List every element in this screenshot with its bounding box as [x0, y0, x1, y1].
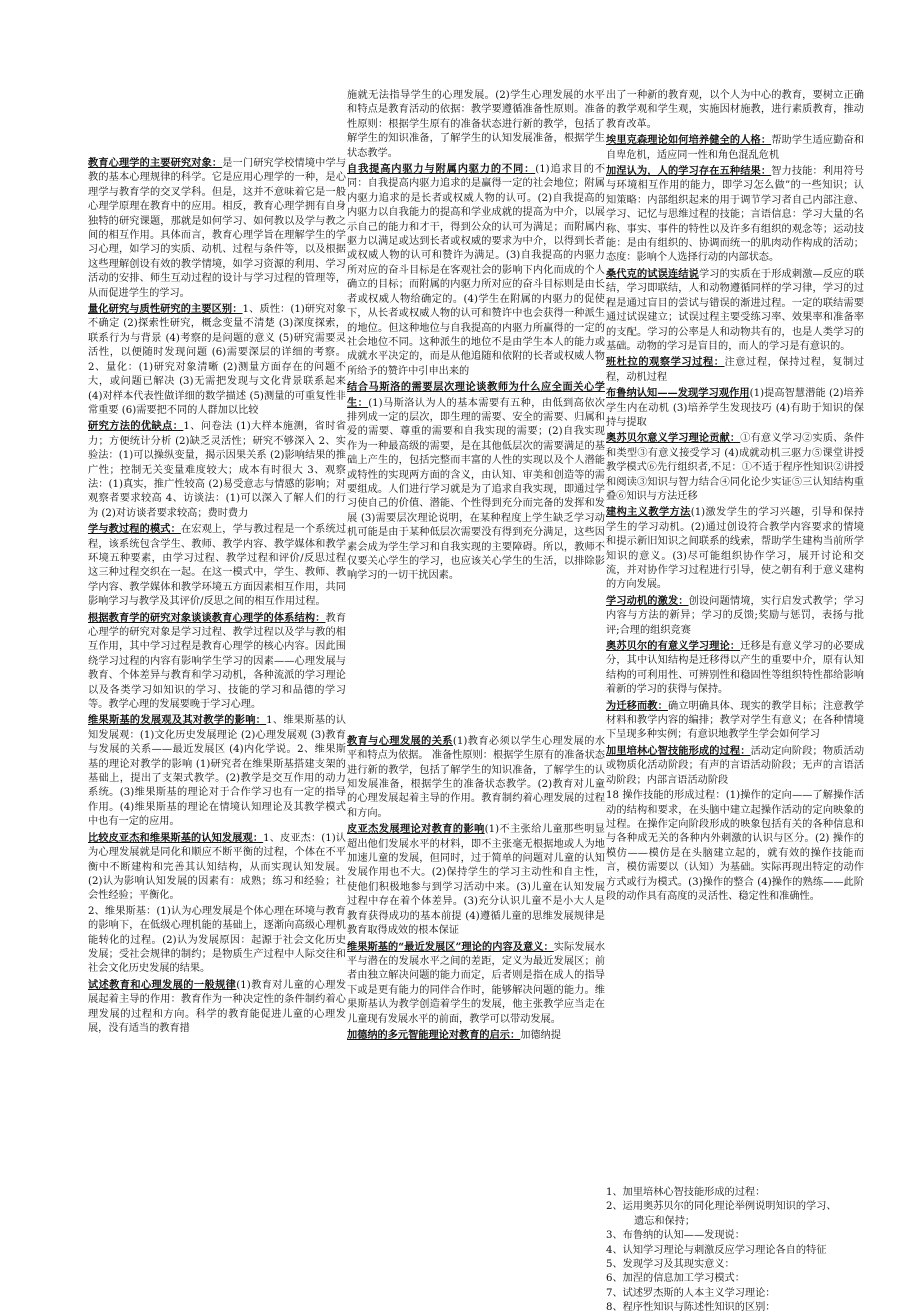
section-text: (1)教育对儿童的心理发展起着主导的作用：教育作为一种决定性的条件制约着心理发展的过程和方向。科学的教育能促进儿童的心理发展，没有适当的教育措 — [88, 979, 347, 1034]
section-text: 1、质性：(1)研究对象不确定 (2)探索性研究，概念变量不清楚 (3)深度探索，联系行为与背景 (4)考察的是问题的意义 (5)研究需要灵活性，以便随时发现问题 (6)需要深层的详细的考察。2、量化：(1)研究对象清晰 (2)测量方面存在的问题不大，或问题已解决 (3)无需把发现与文化背景联系起来 (4)对样本代表性做详细的数学描述 (5)测量的可重复性非常重要 (6)需要把不同的人群加以比较 — [88, 304, 346, 416]
question-item: 1、加里培林心智技能形成的过程： — [606, 1187, 766, 1198]
section-heading: 奥苏贝尔意义学习理论贡献： — [606, 432, 741, 445]
paragraph — [606, 89, 864, 132]
section-heading: 布鲁纳认知——发现学习观作用 — [606, 387, 750, 400]
paragraph — [347, 380, 605, 584]
section-heading: 加涅认为，人的学习存在五种结果： — [606, 165, 772, 178]
section-text: 出了一种新的教育观，以个人为中心的教育，要树立正确的教学观和学生观，实施因材施教，进行素质教育，推动教育改革。 — [606, 90, 864, 130]
column-right — [606, 89, 864, 905]
section-heading: 加里培林心智技能形成的过程： — [606, 744, 751, 757]
paragraph — [88, 831, 346, 904]
question-item: 遗忘和保持； — [634, 1215, 696, 1227]
section-text: (1)不主张给儿童那些明显超出他们发展水平的材料，即不主张毫无根据地或人为地加速儿童的发展，但同时，过于简单的问题对儿童的认知发展作用也不大。(2)保持学生的学习主动性和自主性，使他们积极地参与到学习活动中来。(3)儿童在认知发展过程中存在着个体差异。(3)充分认识儿童不是小大人是教育获得成功的基本前提 (4)遵循儿童的思维发展规律是教育取得成效的根本保证 — [347, 824, 605, 937]
review-questions — [606, 1186, 866, 1316]
paragraph — [88, 419, 346, 521]
section-text: ①有意义学习②实质、条件和类型③有意义接受学习 (4)成就动机三驱力⑤课堂讲授教学模式⑥先行组织者,不足：①不适于程序性知识②讲授和阅读③知识与智力结合④同化论少实证⑤三认知结构重叠⑥知识与方法迁移 — [606, 433, 865, 502]
paragraph — [347, 89, 605, 161]
section-text: 帮助学生适应勤奋和自卑危机，适应同一性和角色混乱危机 — [606, 135, 865, 161]
section-text: 18 操作技能的形成过程：(1)操作的定向——了解操作活动的结构和要求，在头脑中建立起操作活动的定向映象的过程。在操作定向阶段形成的映象包括有关的各种信息和与各种成无关的各种内外刺激的认识与区分。(2) 操作的模仿——模仿是在头脑建立起的，就有效的操作技能而言，模仿需要以（认知）为基础。实际再现出特定的动作方式或行为模式。(3)操作的整合 (4)操作的熟练——此阶段的动作具有高度的灵活性、稳定性和准确性。 — [606, 790, 864, 902]
paragraph — [88, 611, 346, 713]
section-heading: 自我提高内驱力与附属内驱力的不同： — [347, 163, 536, 176]
section-text: 创设问题情境，实行启发式教学；学习内容与方法的新异；学习的反馈;奖励与惩罚，表扬与批评;合理的组织竞赛 — [606, 595, 865, 636]
question-item: 6、加涅的信息加工学习模式： — [606, 1273, 745, 1285]
section-heading: 学习动机的激发： — [606, 594, 689, 607]
section-text: 确立明确具体、现实的教学目标；注意教学材料和教学内容的编排；教学对学生有意义；在各种情境下呈现多种实例；有意识地教学生学会如何学习 — [606, 700, 864, 741]
paragraph — [88, 302, 346, 418]
paragraph — [88, 905, 346, 977]
section-text: 1、维果斯基的认知发展观：(1)文化历史发展理论 (2)心理发展观 (3)教育与发展的关系——最近发展区 (4)内化学说。2、维果斯基的理论对教学的影响 (1)研究者在维果斯基搭建支架的基础上，提出了支架式教学。(2)教学是交互作用的动力系统。(3)维果斯基的理论对于合作学习也有一定的指导作用。(4)维果斯基的理论在情境认知理论及其教学模式中也有一定的应用。 — [88, 715, 346, 828]
section-heading: 为迁移而教： — [606, 699, 668, 712]
paragraph — [347, 822, 605, 938]
section-text: 是一门研究学校情境中学与教的基本心理规律的科学。它是应用心理学的一种，是心理学与教育学的交叉学科。但是，这并不意味着它是一般心理学原理在教育中的应用。相反，教育心理学拥有自身独特的研究课题，那就是如何学习、如何教以及学与教之间的相互作用。具体而言，教育心理学旨在理解学生的学习心理，如学习的实质、动机、过程与条件等，以及根据这些理解创设有效的教学情境，如学习资源的利用、学习活动的安排、师生互动过程的设计与学习过程的管理等，从而促进学生的学习。 — [88, 158, 347, 299]
paragraph — [347, 162, 605, 379]
section-heading: 加德纳的多元智能理论对教育的启示： — [347, 1028, 521, 1041]
paragraph — [606, 744, 864, 788]
section-text: 活动定向阶段；物质活动或物质化活动阶段；有声的言语活动阶段；无声的言语活动阶段；内部言语活动阶段 — [606, 745, 865, 786]
paragraph — [606, 386, 864, 430]
question-item: 2、运用奥苏贝尔的同化理论举例说明知识的学习、 — [606, 1201, 837, 1213]
section-text: 1、皮亚杰：(1)认为心理发展就是同化和顺应不断平衡的过程，个体在不平衡中不断建构和完善其认知结构，从而实现认知发展。(2)认为影响认知发展的因素有：成熟；练习和经验；社会性经验；平衡化。 — [88, 832, 346, 902]
section-heading: 量化研究与质性研究的主要区别： — [88, 303, 243, 316]
paragraph — [88, 713, 346, 829]
section-text: (1)马斯洛认为人的基本需要有五种，由低到高依次排列成一定的层次，即生理的需要、安全的需要、归属和爱的需要、尊重的需要和自我实现的需要；(2)自我实现作为一种最高级的需要，是在其他低层次的需要满足的基础上产生的，包括完整而丰富的人性的实现以及个人潜能或特性的实现两方面的含义，由认知、审美和创造等的需要组成。人们进行学习就是为了追求自我实现，即通过学习使自己的价值、潜能、个性得到充分而完备的发挥和发展 (3)需要层次理论说明，在某种程度上学生缺乏学习动机可能是由于某种低层次需要没有得到充分满足，这些因素会成为学生学习和自我实现的主要障碍。所以，教师不仅要关心学生的学习，也应该关心学生的生活，以排除影响学习的一切干扰因素。 — [347, 397, 605, 582]
section-heading: 研究方法的优缺点： — [88, 420, 184, 433]
question-item: 8、程序性知识与陈述性知识的区别： — [606, 1302, 776, 1314]
section-heading: 桑代克的试误连结说 — [606, 267, 699, 280]
paragraph — [606, 355, 864, 385]
section-text: (1)提高智慧潜能 (2)培养学生内在动机 (3)培养学生发现技巧 (4)有助于知识的保持与提取 — [606, 388, 864, 428]
paragraph — [606, 164, 864, 266]
section-heading: 比较皮亚杰和维果斯基的认知发展观： — [88, 831, 264, 844]
section-heading: 教育心理学的主要研究对象： — [88, 157, 223, 169]
paragraph — [347, 940, 605, 1027]
section-text: (1)教育必须以学生心理发展的水平和特点为依据。 准备性原则：根据学生原有的准备状态进行新的教学，包括了解学生的知识准备，了解学生的认知发展准备，根据学生的准备状态教学。(2)教育对儿童的心理发展起着主导的作用。教育制约着心理发展的过程和方向。 — [347, 735, 606, 819]
paragraph — [606, 267, 864, 354]
section-text: 在宏观上，学与教过程是一个系统过程，该系统包含学生、教师、教学内容、教学媒体和教学环境五种要素，由学习过程、教学过程和评价/反思过程这三种过程交织在一起。在这一模式中，学生、教师、教学内容、教学媒体和教学环境五方面因素相互作用，共同影响学习与教学及其评价/反思之间的相互作用过程。 — [88, 524, 347, 608]
section-text: 迁移是有意义学习的必要成分，其中认知结构是迁移得以产生的重要中介，原有认知结构的可利用性、可辨别性和稳固性等组织特性都给影响着新的学习的获得与保持。 — [606, 641, 865, 696]
section-heading: 埃里克森理论如何培养健全的人格： — [606, 134, 772, 147]
section-heading: 皮亚杰发展理论对教育的影响 — [347, 823, 485, 836]
section-heading: 学与教过程的模式： — [88, 523, 181, 536]
section-text: 2、维果斯基：(1)认为心理发展是个体心理在环境与教育的影响下，在低级心理机能的基础上，逐渐向高级心理机能转化的过程。(2)认为发展原因：起源于社会文化历史发展；受社会规律的制约；是物质生产过程中人际交往和社会文化历史发展的结果。 — [88, 905, 346, 975]
section-heading: 试述教育和心理发展的一般规律 — [88, 978, 237, 991]
paragraph — [88, 522, 346, 609]
paragraph — [347, 734, 605, 821]
section-heading: 班杜拉的观察学习过程： — [606, 356, 725, 369]
section-heading: 教育与心理发展的关系 — [347, 734, 453, 747]
paragraph — [606, 505, 864, 592]
column-middle — [347, 89, 605, 1279]
section-text: 施就无法指导学生的心理发展。(2)学生心理发展的水平和特点是教育活动的依据：教学要遵循准备性原则。准备性原则：根据学生原有的准备状态进行新的教学，包括了解学生的知识准备，了解学生的认知发展准备，根据学生状态教学。 — [347, 90, 605, 159]
section-text: (1)激发学生的学习兴趣，引导和保持学生的学习动机。(2)通过创设符合教学内容要求的情境和提示新旧知识之间联系的线索，帮助学生建构当前所学知识的意义。(3)尽可能组织协作学习，展开讨论和交流，并对协作学习过程进行引导，使之朝有利于意义建构的方向发展。 — [606, 507, 864, 591]
section-heading: 根据教育学的研究对象谈谈教育心理学的体系结构： — [88, 611, 326, 624]
paragraph — [88, 156, 346, 301]
section-heading: 建构主义教学方法 — [606, 506, 691, 519]
paragraph — [347, 1028, 605, 1043]
section-heading: 维果斯基的发展观及其对教学的影响： — [88, 714, 267, 727]
paragraph — [606, 789, 864, 904]
question-item: 5、发现学习及其现实意义： — [606, 1259, 735, 1271]
paragraph — [606, 639, 864, 698]
paragraph — [606, 133, 864, 163]
section-heading: 维果斯基的“最近发展区”理论的内容及意义： — [347, 940, 554, 953]
question-item: 4、认知学习理论与刺激反应学习理论各自的特征 — [606, 1244, 827, 1256]
section-text: 学习的实质在于形成刺激—反应的联结，学习即联结，人和动物遵循同样的学习律，学习的过程是通过盲目的尝试与错误的渐进过程。一定的联结需要通过试误建立；试误过程主要受练习率、效果率和准备率的支配。学习的公率是人和动物共有的，也是人类学习的基础。动物的学习是盲目的，而人的学习是有意识的。 — [606, 268, 865, 352]
column-left — [88, 156, 346, 1037]
paragraph — [88, 978, 346, 1037]
section-text: 注意过程，保持过程，复制过程，动机过程 — [606, 357, 865, 383]
section-text: 加德纳提 — [520, 1029, 561, 1041]
section-text: 实际发展水平与潜在的发展水平之间的差距，定义为最近发展区；前者由独立解决问题的能力而定，后者则是指在成人的指导下或是更有能力的同伴合作时，能够解决问题的能力。维果斯基认为教学创造着学生的发展，他主张教学应当走在儿童现有发展水平的前面，教学可以带动发展。 — [347, 941, 606, 1025]
paragraph — [606, 594, 864, 638]
section-text: (1)追求目的不同：自我提高内驱力追求的是赢得一定的社会地位；附属内驱力追求的是长者或权威人物的认可。(2)自我提高的内驱力以自我能力的提高和学业成就的提高为中介，以展示自己的能力和才干，得到公众的认可为满足；而附属内驱力以满足或达到长者或权威的要求为中介，以得到长者或权威人物的认可和赞许为满足。(3)自我提高的内驱力所对应的奋斗目标是在客观社会的影响下内化而成的个人确立的目标；而附属的内驱力所对应的奋斗目标则是由长者或权威人物给确定的。(4)学生在附属的内驱力的促使下，从长者或权威人物的认可和赞许中也会获得一种派生的地位。但这种地位与自我提高的内驱力所赢得的一定的社会地位不同。这种派生的地位不是由学生本人的能力或成就水平决定的，而是从他追随和依附的长者或权威人物所给予的赞许中引申出来的 — [347, 164, 606, 377]
section-text: 智力技能：利用符号与环境相互作用的能力，即学习怎么做”的一些知识；认知策略：内部组织起来的用于调节学习者自己内部注意、学习、记忆与思维过程的技能；言语信息：学习大量的名称、事实、事件的特性以及许多有组织的观念等；运动技能：是由有组织的、协调而统一的肌肉动作构成的活动；态度：影响个人选择行动的内部状态。 — [606, 166, 865, 264]
section-heading: 奥苏贝尔的有意义学习理论： — [606, 640, 741, 653]
paragraph — [606, 431, 864, 504]
question-item: 3、布鲁纳的认知——发现说： — [606, 1230, 745, 1242]
question-item: 7、试述罗杰斯的人本主义学习理论： — [606, 1287, 776, 1299]
paragraph — [606, 699, 864, 743]
section-text: 教育心理学的研究对象是学习过程、教学过程以及学与教的相互作用，其中学习过程是教育心理学的核心内容。因此围绕学习过程的内容有影响学生学习的因素——心理发展与教育、个体差异与教育和学习动机，各种流派的学习理论以及各类学习如知识的学习、技能的学习和品德的学习等。教学心理的发展要晚于学习心理。 — [88, 612, 347, 711]
section-text: 1、问卷法 (1)大样本施测，省时省力；方便统计分析 (2)缺乏灵活性；研究不够深入 2、实验法：(1)可以操纵变量，揭示因果关系 (2)影响结果的推广性；控制无关变量难度较大；成本有时很大 3、观察法：(1)真实，推广性较高 (2)易受意志与情感的影响；对观察者要求较高 4、访谈法：(1)可以深入了解人们的行为 (2)对访谈者要求较高；费时费力 — [88, 421, 347, 519]
section-heading: 结合马斯洛的需要层次理论谈教师为什么应全面关心学生： — [347, 381, 605, 409]
